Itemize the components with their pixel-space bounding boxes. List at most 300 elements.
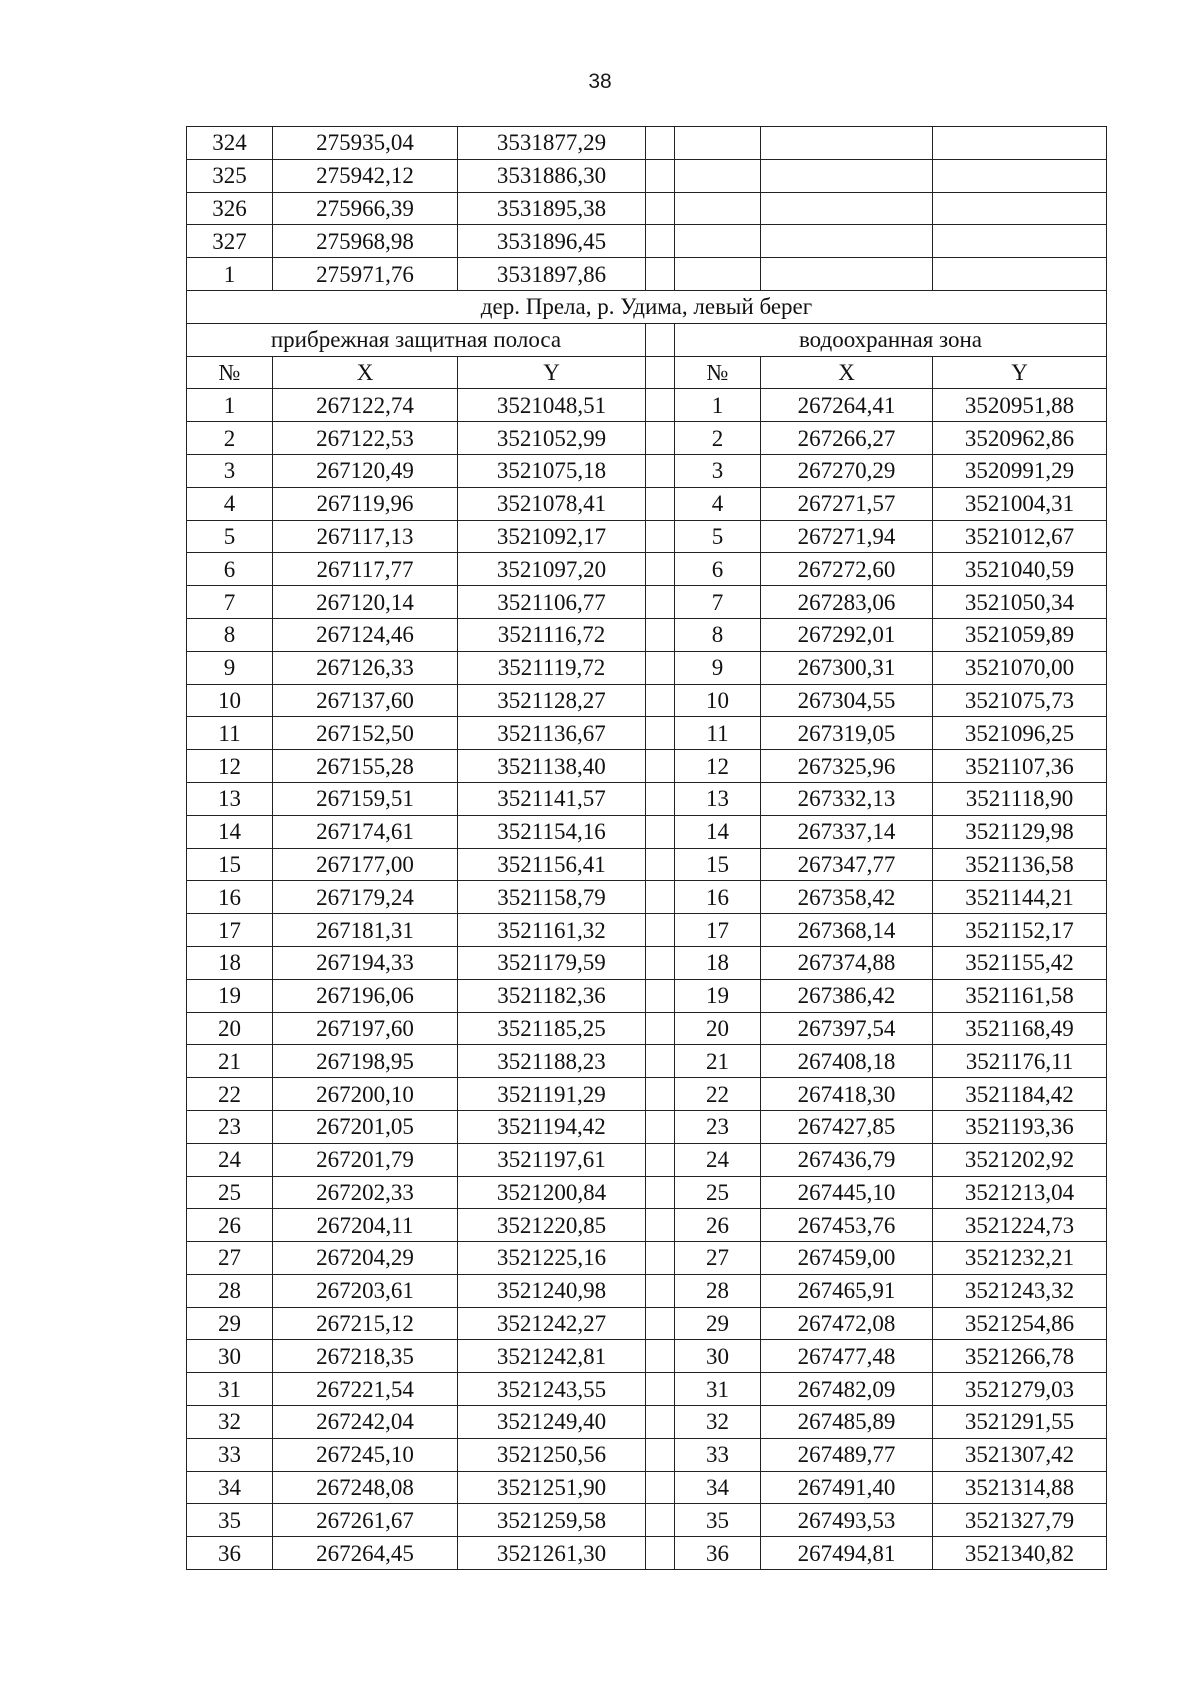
y-coordinate-cell: 3521314,88 [933, 1471, 1107, 1504]
point-number-cell: 28 [187, 1274, 273, 1307]
spacer-cell [646, 487, 675, 520]
x-coordinate-cell: 267198,95 [273, 1045, 458, 1078]
point-number-cell: 16 [675, 881, 761, 914]
column-header-num: № [187, 356, 273, 389]
section-title: дер. Прела, р. Удима, левый берег [187, 290, 1107, 323]
column-header-x: X [761, 356, 933, 389]
y-coordinate-cell: 3521232,21 [933, 1242, 1107, 1275]
point-number-cell: 10 [675, 684, 761, 717]
x-coordinate-cell: 267126,33 [273, 651, 458, 684]
x-coordinate-cell: 267347,77 [761, 848, 933, 881]
spacer-cell [646, 618, 675, 651]
empty-cell [675, 127, 761, 160]
point-number-cell: 26 [675, 1209, 761, 1242]
y-coordinate-cell: 3521250,56 [458, 1438, 646, 1471]
y-coordinate-cell: 3531895,38 [458, 192, 646, 225]
y-coordinate-cell: 3521182,36 [458, 979, 646, 1012]
x-coordinate-cell: 267159,51 [273, 782, 458, 815]
x-coordinate-cell: 267264,45 [273, 1537, 458, 1570]
point-number-cell: 25 [187, 1176, 273, 1209]
y-coordinate-cell: 3520951,88 [933, 389, 1107, 422]
x-coordinate-cell: 275966,39 [273, 192, 458, 225]
x-coordinate-cell: 267358,42 [761, 881, 933, 914]
table-row [187, 159, 1107, 192]
x-coordinate-cell: 267221,54 [273, 1373, 458, 1406]
table-row [187, 1471, 1107, 1504]
y-coordinate-cell: 3521136,58 [933, 848, 1107, 881]
x-coordinate-cell: 267201,05 [273, 1110, 458, 1143]
spacer-cell [646, 1143, 675, 1176]
y-coordinate-cell: 3531896,45 [458, 225, 646, 258]
point-number-cell: 13 [187, 782, 273, 815]
point-number-cell: 11 [675, 717, 761, 750]
x-coordinate-cell: 275942,12 [273, 159, 458, 192]
x-coordinate-cell: 267465,91 [761, 1274, 933, 1307]
y-coordinate-cell: 3521307,42 [933, 1438, 1107, 1471]
point-number-cell: 13 [675, 782, 761, 815]
x-coordinate-cell: 267181,31 [273, 914, 458, 947]
table-row [187, 815, 1107, 848]
spacer-cell [646, 225, 675, 258]
x-coordinate-cell: 267218,35 [273, 1340, 458, 1373]
y-coordinate-cell: 3521225,16 [458, 1242, 646, 1275]
point-number-cell: 6 [675, 553, 761, 586]
section-title-row [187, 290, 1107, 323]
point-number-cell: 16 [187, 881, 273, 914]
table-row [187, 1537, 1107, 1570]
table-row [187, 1078, 1107, 1111]
spacer-cell [646, 422, 675, 455]
x-coordinate-cell: 267271,57 [761, 487, 933, 520]
spacer-cell [646, 946, 675, 979]
spacer-cell [646, 1471, 675, 1504]
x-coordinate-cell: 267270,29 [761, 454, 933, 487]
x-coordinate-cell: 267485,89 [761, 1406, 933, 1439]
table-row [187, 684, 1107, 717]
group-title-row [187, 323, 1107, 356]
point-number-cell: 36 [187, 1537, 273, 1570]
y-coordinate-cell: 3521048,51 [458, 389, 646, 422]
spacer-cell [646, 1274, 675, 1307]
y-coordinate-cell: 3521202,92 [933, 1143, 1107, 1176]
y-coordinate-cell: 3521158,79 [458, 881, 646, 914]
x-coordinate-cell: 267386,42 [761, 979, 933, 1012]
x-coordinate-cell: 267242,04 [273, 1406, 458, 1439]
y-coordinate-cell: 3521161,32 [458, 914, 646, 947]
point-number-cell: 23 [675, 1110, 761, 1143]
y-coordinate-cell: 3521118,90 [933, 782, 1107, 815]
y-coordinate-cell: 3521266,78 [933, 1340, 1107, 1373]
spacer-cell [646, 323, 675, 356]
x-coordinate-cell: 267436,79 [761, 1143, 933, 1176]
point-number-cell: 15 [675, 848, 761, 881]
x-coordinate-cell: 267319,05 [761, 717, 933, 750]
point-number-cell: 27 [675, 1242, 761, 1275]
x-coordinate-cell: 267494,81 [761, 1537, 933, 1570]
point-number-cell: 5 [187, 520, 273, 553]
y-coordinate-cell: 3521254,86 [933, 1307, 1107, 1340]
y-coordinate-cell: 3521075,18 [458, 454, 646, 487]
table-row [187, 750, 1107, 783]
empty-cell [761, 225, 933, 258]
y-coordinate-cell: 3521136,67 [458, 717, 646, 750]
point-number-cell: 9 [187, 651, 273, 684]
point-number-cell: 2 [675, 422, 761, 455]
y-coordinate-cell: 3521191,29 [458, 1078, 646, 1111]
table-body [187, 127, 1107, 1570]
y-coordinate-cell: 3521097,20 [458, 553, 646, 586]
y-coordinate-cell: 3521193,36 [933, 1110, 1107, 1143]
point-number-cell: 31 [675, 1373, 761, 1406]
y-coordinate-cell: 3521168,49 [933, 1012, 1107, 1045]
spacer-cell [646, 881, 675, 914]
empty-cell [761, 192, 933, 225]
table-row [187, 1045, 1107, 1078]
table-row [187, 586, 1107, 619]
point-number-cell: 35 [187, 1504, 273, 1537]
table-row [187, 258, 1107, 291]
point-number-cell: 4 [675, 487, 761, 520]
point-number-cell: 20 [187, 1012, 273, 1045]
point-number-cell: 324 [187, 127, 273, 160]
table-row [187, 1504, 1107, 1537]
empty-cell [933, 159, 1107, 192]
y-coordinate-cell: 3521220,85 [458, 1209, 646, 1242]
spacer-cell [646, 553, 675, 586]
y-coordinate-cell: 3521107,36 [933, 750, 1107, 783]
x-coordinate-cell: 267196,06 [273, 979, 458, 1012]
x-coordinate-cell: 267152,50 [273, 717, 458, 750]
x-coordinate-cell: 267120,14 [273, 586, 458, 619]
x-coordinate-cell: 267493,53 [761, 1504, 933, 1537]
x-coordinate-cell: 267472,08 [761, 1307, 933, 1340]
point-number-cell: 17 [675, 914, 761, 947]
column-header-y: Y [458, 356, 646, 389]
x-coordinate-cell: 267137,60 [273, 684, 458, 717]
y-coordinate-cell: 3520962,86 [933, 422, 1107, 455]
x-coordinate-cell: 267119,96 [273, 487, 458, 520]
y-coordinate-cell: 3521050,34 [933, 586, 1107, 619]
y-coordinate-cell: 3521155,42 [933, 946, 1107, 979]
y-coordinate-cell: 3520991,29 [933, 454, 1107, 487]
coordinates-table [186, 126, 1107, 1570]
spacer-cell [646, 192, 675, 225]
table-row [187, 782, 1107, 815]
point-number-cell: 32 [675, 1406, 761, 1439]
spacer-cell [646, 1406, 675, 1439]
point-number-cell: 23 [187, 1110, 273, 1143]
point-number-cell: 14 [187, 815, 273, 848]
empty-cell [933, 127, 1107, 160]
table-row [187, 717, 1107, 750]
y-coordinate-cell: 3521096,25 [933, 717, 1107, 750]
table-row [187, 979, 1107, 1012]
column-header-y: Y [933, 356, 1107, 389]
point-number-cell: 24 [675, 1143, 761, 1176]
column-header-x: X [273, 356, 458, 389]
spacer-cell [646, 979, 675, 1012]
page-number: 38 [588, 70, 612, 93]
x-coordinate-cell: 267122,74 [273, 389, 458, 422]
empty-cell [761, 258, 933, 291]
point-number-cell: 4 [187, 487, 273, 520]
table-row [187, 618, 1107, 651]
point-number-cell: 29 [187, 1307, 273, 1340]
y-coordinate-cell: 3521156,41 [458, 848, 646, 881]
y-coordinate-cell: 3521188,23 [458, 1045, 646, 1078]
right-group-title: водоохранная зона [675, 323, 1107, 356]
y-coordinate-cell: 3531886,30 [458, 159, 646, 192]
y-coordinate-cell: 3521152,17 [933, 914, 1107, 947]
x-coordinate-cell: 267292,01 [761, 618, 933, 651]
x-coordinate-cell: 267155,28 [273, 750, 458, 783]
table-row [187, 1373, 1107, 1406]
point-number-cell: 327 [187, 225, 273, 258]
y-coordinate-cell: 3521251,90 [458, 1471, 646, 1504]
x-coordinate-cell: 267174,61 [273, 815, 458, 848]
empty-cell [675, 225, 761, 258]
x-coordinate-cell: 267408,18 [761, 1045, 933, 1078]
y-coordinate-cell: 3521078,41 [458, 487, 646, 520]
table-row [187, 1143, 1107, 1176]
x-coordinate-cell: 267482,09 [761, 1373, 933, 1406]
table-row [187, 1176, 1107, 1209]
table-row [187, 1438, 1107, 1471]
x-coordinate-cell: 267215,12 [273, 1307, 458, 1340]
point-number-cell: 7 [675, 586, 761, 619]
spacer-cell [646, 1242, 675, 1275]
y-coordinate-cell: 3521141,57 [458, 782, 646, 815]
spacer-cell [646, 1537, 675, 1570]
table-row [187, 192, 1107, 225]
point-number-cell: 33 [187, 1438, 273, 1471]
x-coordinate-cell: 267477,48 [761, 1340, 933, 1373]
x-coordinate-cell: 267453,76 [761, 1209, 933, 1242]
table-row [187, 127, 1107, 160]
x-coordinate-cell: 267266,27 [761, 422, 933, 455]
x-coordinate-cell: 267332,13 [761, 782, 933, 815]
y-coordinate-cell: 3521213,04 [933, 1176, 1107, 1209]
table-row [187, 914, 1107, 947]
y-coordinate-cell: 3521059,89 [933, 618, 1107, 651]
point-number-cell: 20 [675, 1012, 761, 1045]
point-number-cell: 21 [187, 1045, 273, 1078]
point-number-cell: 8 [187, 618, 273, 651]
x-coordinate-cell: 267204,29 [273, 1242, 458, 1275]
y-coordinate-cell: 3521242,27 [458, 1307, 646, 1340]
column-header-row [187, 356, 1107, 389]
table-row [187, 1012, 1107, 1045]
table-row [187, 1307, 1107, 1340]
spacer-cell [646, 1373, 675, 1406]
y-coordinate-cell: 3521240,98 [458, 1274, 646, 1307]
point-number-cell: 36 [675, 1537, 761, 1570]
spacer-cell [646, 848, 675, 881]
y-coordinate-cell: 3531897,86 [458, 258, 646, 291]
point-number-cell: 1 [187, 389, 273, 422]
point-number-cell: 10 [187, 684, 273, 717]
table-row [187, 1242, 1107, 1275]
empty-cell [761, 127, 933, 160]
table-row [187, 225, 1107, 258]
point-number-cell: 28 [675, 1274, 761, 1307]
table-row [187, 553, 1107, 586]
y-coordinate-cell: 3521138,40 [458, 750, 646, 783]
x-coordinate-cell: 267271,94 [761, 520, 933, 553]
y-coordinate-cell: 3521184,42 [933, 1078, 1107, 1111]
x-coordinate-cell: 267201,79 [273, 1143, 458, 1176]
y-coordinate-cell: 3521327,79 [933, 1504, 1107, 1537]
point-number-cell: 22 [187, 1078, 273, 1111]
x-coordinate-cell: 267204,11 [273, 1209, 458, 1242]
x-coordinate-cell: 267397,54 [761, 1012, 933, 1045]
point-number-cell: 34 [187, 1471, 273, 1504]
y-coordinate-cell: 3521224,73 [933, 1209, 1107, 1242]
table-row [187, 520, 1107, 553]
spacer-cell [646, 1438, 675, 1471]
spacer-cell [646, 389, 675, 422]
y-coordinate-cell: 3521249,40 [458, 1406, 646, 1439]
y-coordinate-cell: 3521052,99 [458, 422, 646, 455]
y-coordinate-cell: 3521194,42 [458, 1110, 646, 1143]
spacer-cell [646, 1209, 675, 1242]
column-header-num: № [675, 356, 761, 389]
point-number-cell: 6 [187, 553, 273, 586]
x-coordinate-cell: 275935,04 [273, 127, 458, 160]
point-number-cell: 17 [187, 914, 273, 947]
spacer-cell [646, 258, 675, 291]
spacer-cell [646, 127, 675, 160]
point-number-cell: 12 [187, 750, 273, 783]
spacer-cell [646, 1045, 675, 1078]
empty-cell [675, 258, 761, 291]
point-number-cell: 19 [187, 979, 273, 1012]
x-coordinate-cell: 267325,96 [761, 750, 933, 783]
point-number-cell: 9 [675, 651, 761, 684]
x-coordinate-cell: 267120,49 [273, 454, 458, 487]
point-number-cell: 11 [187, 717, 273, 750]
table-row [187, 1340, 1107, 1373]
x-coordinate-cell: 267179,24 [273, 881, 458, 914]
y-coordinate-cell: 3521129,98 [933, 815, 1107, 848]
x-coordinate-cell: 267200,10 [273, 1078, 458, 1111]
y-coordinate-cell: 3521070,00 [933, 651, 1107, 684]
point-number-cell: 1 [187, 258, 273, 291]
point-number-cell: 21 [675, 1045, 761, 1078]
y-coordinate-cell: 3521185,25 [458, 1012, 646, 1045]
y-coordinate-cell: 3521176,11 [933, 1045, 1107, 1078]
y-coordinate-cell: 3521092,17 [458, 520, 646, 553]
point-number-cell: 3 [675, 454, 761, 487]
empty-cell [933, 225, 1107, 258]
point-number-cell: 30 [675, 1340, 761, 1373]
spacer-cell [646, 159, 675, 192]
y-coordinate-cell: 3521128,27 [458, 684, 646, 717]
spacer-cell [646, 914, 675, 947]
spacer-cell [646, 586, 675, 619]
point-number-cell: 1 [675, 389, 761, 422]
spacer-cell [646, 684, 675, 717]
y-coordinate-cell: 3521242,81 [458, 1340, 646, 1373]
spacer-cell [646, 1176, 675, 1209]
point-number-cell: 26 [187, 1209, 273, 1242]
spacer-cell [646, 356, 675, 389]
y-coordinate-cell: 3521279,03 [933, 1373, 1107, 1406]
x-coordinate-cell: 267117,13 [273, 520, 458, 553]
x-coordinate-cell: 267272,60 [761, 553, 933, 586]
point-number-cell: 19 [675, 979, 761, 1012]
x-coordinate-cell: 267264,41 [761, 389, 933, 422]
point-number-cell: 325 [187, 159, 273, 192]
spacer-cell [646, 1504, 675, 1537]
x-coordinate-cell: 267202,33 [273, 1176, 458, 1209]
x-coordinate-cell: 267248,08 [273, 1471, 458, 1504]
x-coordinate-cell: 267374,88 [761, 946, 933, 979]
table-row [187, 389, 1107, 422]
x-coordinate-cell: 267491,40 [761, 1471, 933, 1504]
x-coordinate-cell: 267124,46 [273, 618, 458, 651]
y-coordinate-cell: 3521243,55 [458, 1373, 646, 1406]
point-number-cell: 30 [187, 1340, 273, 1373]
spacer-cell [646, 1340, 675, 1373]
table-row [187, 1110, 1107, 1143]
y-coordinate-cell: 3521144,21 [933, 881, 1107, 914]
x-coordinate-cell: 267245,10 [273, 1438, 458, 1471]
table-row [187, 454, 1107, 487]
spacer-cell [646, 1110, 675, 1143]
point-number-cell: 12 [675, 750, 761, 783]
y-coordinate-cell: 3521012,67 [933, 520, 1107, 553]
y-coordinate-cell: 3521291,55 [933, 1406, 1107, 1439]
point-number-cell: 18 [675, 946, 761, 979]
x-coordinate-cell: 267304,55 [761, 684, 933, 717]
table-row [187, 1406, 1107, 1439]
y-coordinate-cell: 3521161,58 [933, 979, 1107, 1012]
point-number-cell: 32 [187, 1406, 273, 1439]
x-coordinate-cell: 267203,61 [273, 1274, 458, 1307]
point-number-cell: 33 [675, 1438, 761, 1471]
table-row [187, 1274, 1107, 1307]
x-coordinate-cell: 267300,31 [761, 651, 933, 684]
point-number-cell: 5 [675, 520, 761, 553]
point-number-cell: 326 [187, 192, 273, 225]
spacer-cell [646, 1307, 675, 1340]
point-number-cell: 27 [187, 1242, 273, 1275]
y-coordinate-cell: 3521119,72 [458, 651, 646, 684]
point-number-cell: 8 [675, 618, 761, 651]
y-coordinate-cell: 3521200,84 [458, 1176, 646, 1209]
spacer-cell [646, 782, 675, 815]
point-number-cell: 25 [675, 1176, 761, 1209]
spacer-cell [646, 815, 675, 848]
left-group-title: прибрежная защитная полоса [187, 323, 646, 356]
x-coordinate-cell: 267177,00 [273, 848, 458, 881]
table-row [187, 487, 1107, 520]
x-coordinate-cell: 267418,30 [761, 1078, 933, 1111]
table-row [187, 946, 1107, 979]
table-row [187, 1209, 1107, 1242]
spacer-cell [646, 750, 675, 783]
point-number-cell: 18 [187, 946, 273, 979]
point-number-cell: 7 [187, 586, 273, 619]
point-number-cell: 14 [675, 815, 761, 848]
x-coordinate-cell: 267489,77 [761, 1438, 933, 1471]
point-number-cell: 3 [187, 454, 273, 487]
empty-cell [933, 192, 1107, 225]
y-coordinate-cell: 3521197,61 [458, 1143, 646, 1176]
spacer-cell [646, 1078, 675, 1111]
table-row [187, 651, 1107, 684]
